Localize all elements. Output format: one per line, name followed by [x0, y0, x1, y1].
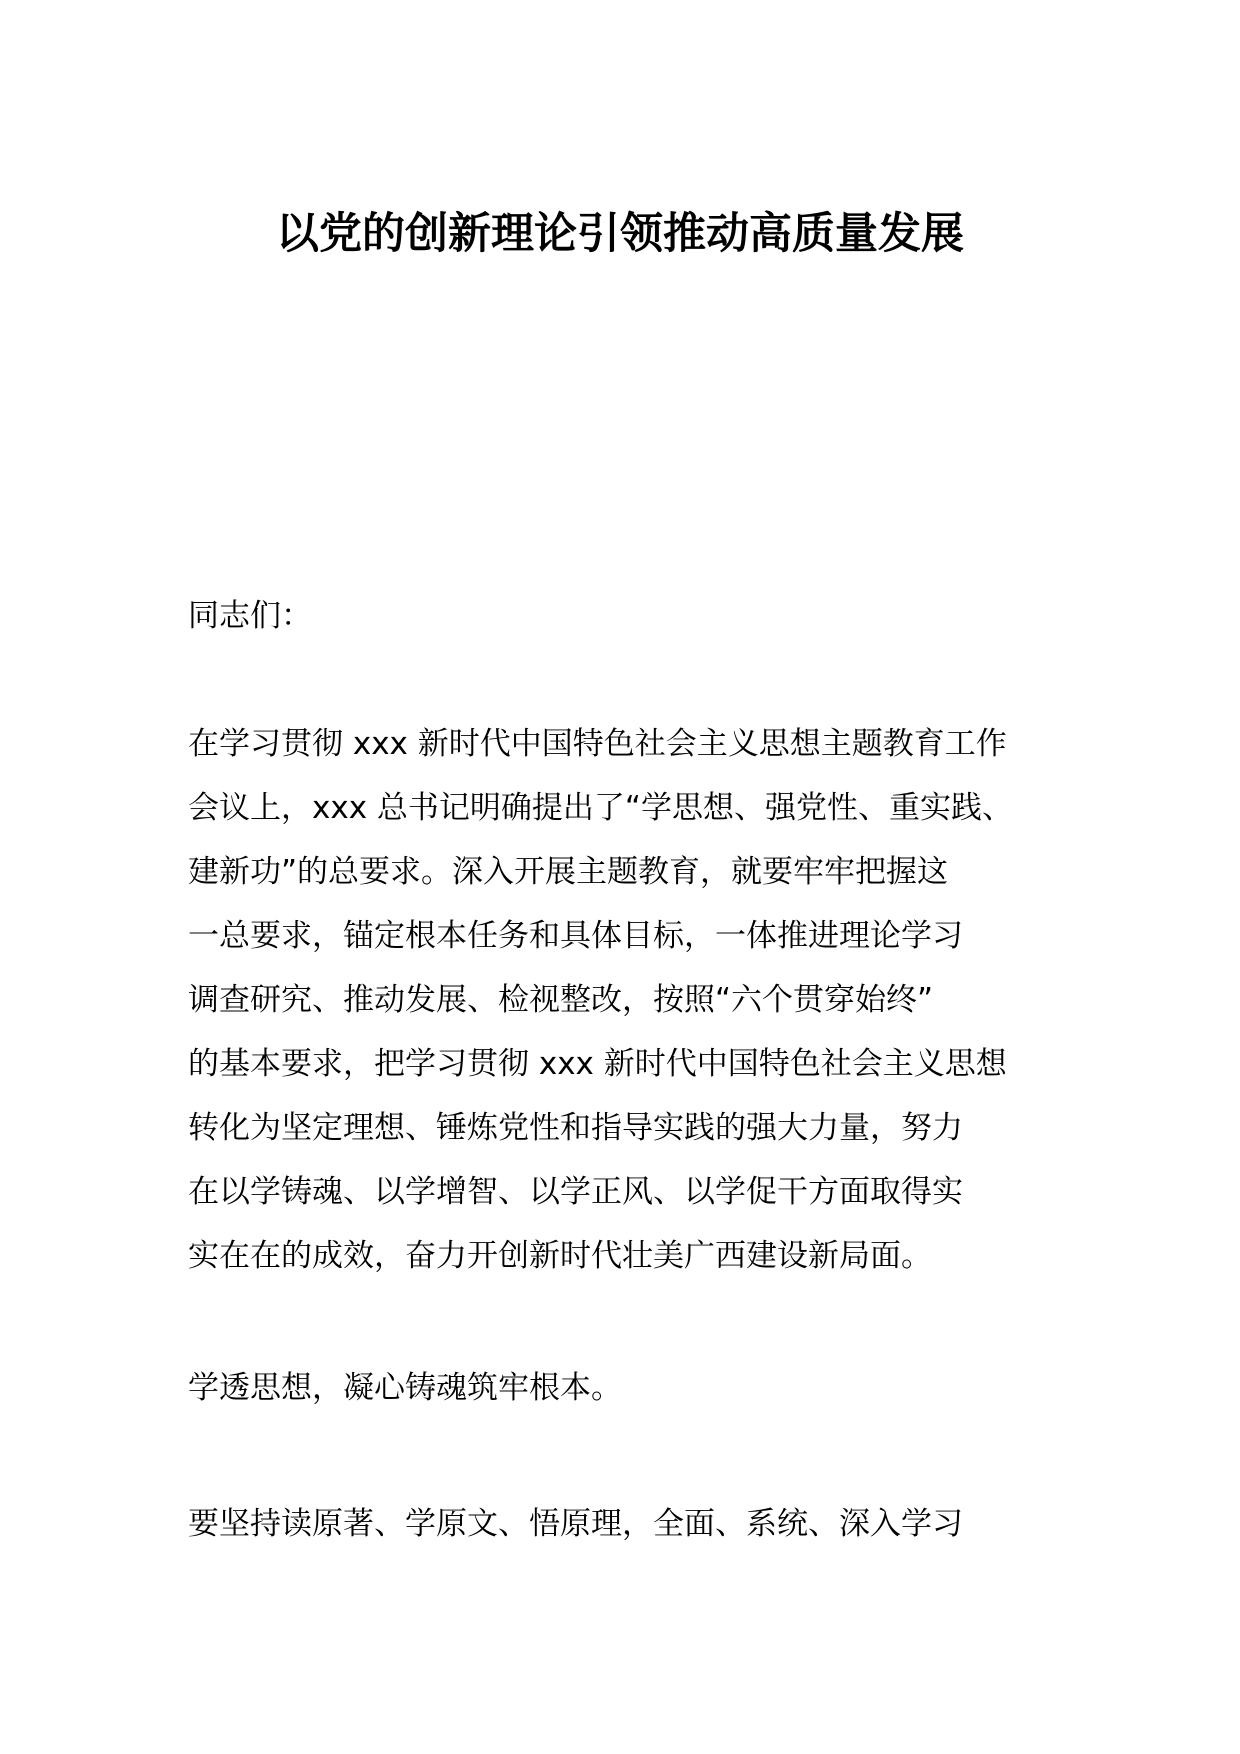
paragraph-line: 要坚持读原著、学原文、悟原理，全面、系统、深入学习: [188, 1506, 963, 1542]
section-heading: 学透思想，凝心铸魂筑牢根本。: [188, 1370, 622, 1406]
salutation: 同志们：: [188, 598, 312, 634]
paragraph-line: 转化为坚定理想、锤炼党性和指导实践的强大力量，努力: [188, 1110, 963, 1146]
paragraph-line: 实在在的成效，奋力开创新时代壮美广西建设新局面。: [188, 1238, 932, 1274]
paragraph-intro: [188, 712, 1068, 1288]
paragraph-line: 会议上，xxx 总书记明确提出了“学思想、强党性、重实践、: [188, 790, 1013, 826]
paragraph-line: 的基本要求，把学习贯彻 xxx 新时代中国特色社会主义思想: [188, 1046, 1007, 1082]
paragraph-section-body: [188, 1492, 1068, 1556]
paragraph-line: 在以学铸魂、以学增智、以学正风、以学促干方面取得实: [188, 1174, 963, 1210]
document-title: 以党的创新理论引领推动高质量发展: [276, 209, 964, 259]
paragraph-line: 在学习贯彻 xxx 新时代中国特色社会主义思想主题教育工作: [188, 726, 1007, 762]
paragraph-line: 调查研究、推动发展、检视整改，按照“六个贯穿始终”: [188, 982, 934, 1018]
paragraph-line: 建新功”的总要求。深入开展主题教育，就要牢牢把握这: [188, 854, 949, 890]
paragraph-line: 一总要求，锚定根本任务和具体目标，一体推进理论学习: [188, 918, 963, 954]
